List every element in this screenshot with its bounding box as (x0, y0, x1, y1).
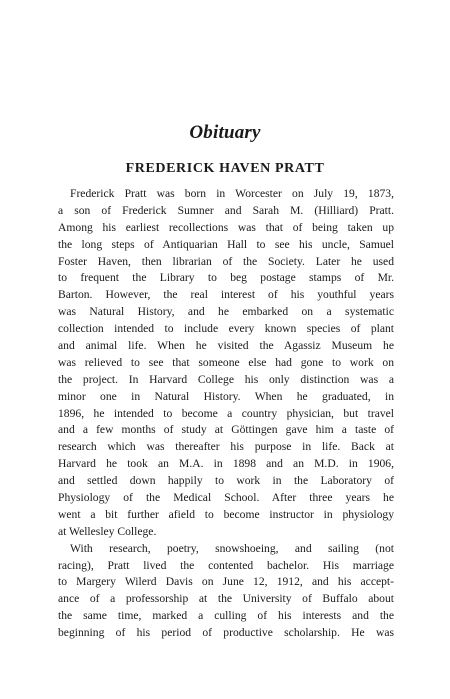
text-line: With research, poetry, snowshoeing, and sailing (not (70, 541, 394, 555)
obituary-subject-name: FREDERICK HAVEN PRATT (125, 161, 325, 176)
text-line: to frequent the Library to beg postage stamps of Mr. (58, 271, 394, 285)
text-line: Among his earliest recollections was that of being taken up (58, 220, 394, 234)
text-line: at Wellesley College. (58, 524, 157, 538)
text-line: Physiology of the Medical School. After three years he (58, 491, 394, 505)
text-line: ance of a professorship at the University of Buffalo about (58, 592, 394, 606)
text-line: research which was thereafter his purpose in life. Back at (58, 440, 394, 454)
text-line: racing), Pratt lived the contented bachelor. His marriage (58, 558, 394, 572)
text-line: Barton. However, the real interest of his youthful years (58, 288, 394, 302)
text-line: beginning of his period of productive scholarship. He was (58, 626, 394, 640)
text-line: Foster Haven, then librarian of the Society. Later he used (58, 254, 394, 268)
text-line: collection intended to include every known species of plant (58, 322, 394, 336)
text-line: the long steps of Antiquarian Hall to see his uncle, Samuel (58, 237, 394, 251)
text-line: was relieved to see that someone else had gone to work on (58, 355, 394, 369)
text-line: Harvard he took an M.A. in 1898 and an M.D. in 1906, (58, 457, 394, 471)
text-line: Frederick Pratt was born in Worcester on July 19, 1873, (70, 187, 394, 200)
text-line: was Natural History, and he embarked on a systematic (58, 305, 394, 319)
obituary-body (58, 186, 394, 642)
text-line: minor one in Natural History. When he graduated, in (58, 389, 394, 403)
text-line: went a bit further afield to become instructor in physiology (58, 507, 394, 521)
text-line: and settled down happily to work in the Laboratory of (58, 474, 394, 488)
text-line: a son of Frederick Sumner and Sarah M. (Hilliard) Pratt. (58, 203, 394, 217)
text-line: the same time, marked a culling of his interests and the (58, 609, 394, 623)
text-line: and animal life. When he visited the Agassiz Museum he (58, 339, 394, 353)
text-line: the project. In Harvard College his only distinction was a (58, 372, 394, 386)
paragraph-1 (58, 186, 394, 541)
text-line: and a few months of study at Göttingen gave him a taste of (58, 423, 394, 437)
section-heading: Obituary (189, 122, 261, 143)
paragraph-2 (58, 541, 394, 642)
text-line: 1896, he intended to become a country physician, but travel (58, 406, 394, 420)
text-line: to Margery Wilerd Davis on June 12, 1912, and his accept- (58, 575, 394, 589)
